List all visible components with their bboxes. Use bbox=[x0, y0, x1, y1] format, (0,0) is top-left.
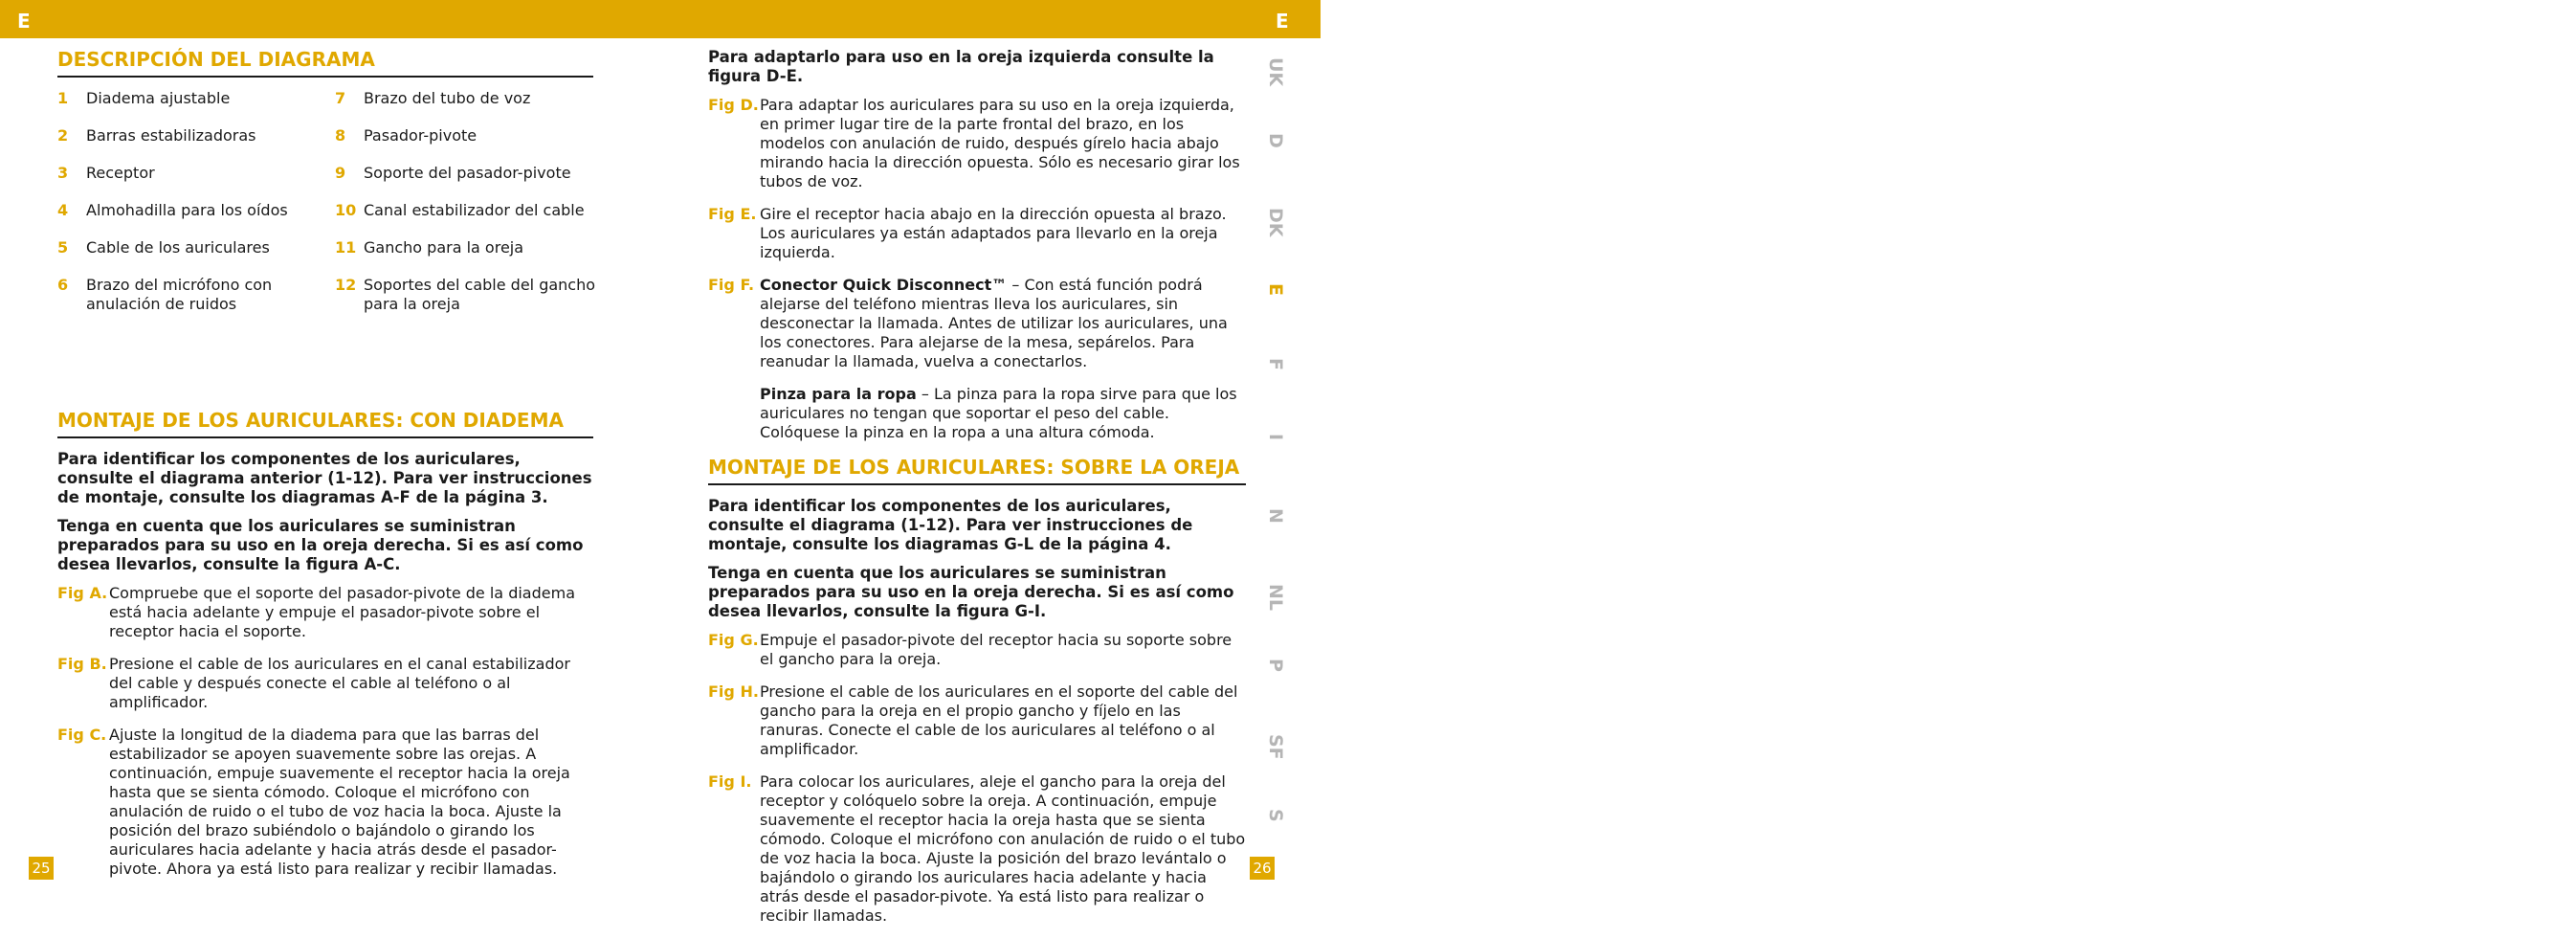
pinza-text: – La pinza para la ropa sirve para que los auriculares no tengan que soportar el peso del cable. Colóquese la pinza en la ropa a una altura cómoda. bbox=[760, 385, 1237, 441]
diagram-item bbox=[57, 126, 335, 145]
diagram-item bbox=[335, 201, 612, 220]
page-number-right: 26 bbox=[1250, 857, 1275, 880]
item-name: Brazo del micrófono con anulación de ruidos bbox=[86, 276, 273, 313]
mount-over-ear-heading: MONTAJE DE LOS AURICULARES: SOBRE LA OREJA bbox=[708, 456, 1246, 485]
intro-paragraph: Para identificar los componentes de los auriculares, consulte el diagrama (1-12). Para ver instrucciones de montaje, consulte los diagramas G-L de la página 4. bbox=[708, 497, 1193, 553]
fig-list bbox=[708, 96, 1246, 262]
fig-item bbox=[708, 96, 1246, 191]
item-number: 1 bbox=[57, 89, 69, 107]
pinza-bold: Pinza para la ropa bbox=[760, 385, 917, 403]
item-name: Barras estabilizadoras bbox=[86, 126, 256, 145]
fig-list bbox=[708, 631, 1246, 926]
item-name: Soportes del cable del gancho para la oreja bbox=[364, 276, 596, 313]
fig-label: Fig A. bbox=[57, 584, 108, 602]
mount-headband-heading: MONTAJE DE LOS AURICULARES: CON DIADEMA bbox=[57, 409, 593, 438]
fig-text: Presione el cable de los auriculares en el soporte del cable del gancho para la oreja en el propio gancho y fíjelo en las ranuras. Conecte el cable de los auriculares al teléfono o al amplificador. bbox=[760, 682, 1238, 758]
item-name: Brazo del tubo de voz bbox=[364, 89, 531, 107]
fig-item bbox=[708, 682, 1246, 759]
right-page bbox=[708, 48, 1246, 939]
lang-nav-n[interactable]: N bbox=[1265, 508, 1286, 524]
diagram-item bbox=[57, 89, 335, 108]
lang-nav-e[interactable]: E bbox=[1265, 282, 1286, 296]
item-name: Pasador-pivote bbox=[364, 126, 477, 145]
fig-item bbox=[708, 276, 1246, 371]
intro-paragraph: Para identificar los componentes de los auriculares, consulte el diagrama anterior (1-12). Para ver instrucciones de montaje, consulte los diagramas A-F de la página 3. bbox=[57, 450, 592, 506]
diagram-heading: DESCRIPCIÓN DEL DIAGRAMA bbox=[57, 48, 593, 78]
item-number: 12 bbox=[335, 276, 357, 294]
item-name: Receptor bbox=[86, 164, 155, 182]
item-number: 10 bbox=[335, 201, 357, 219]
item-name: Soporte del pasador-pivote bbox=[364, 164, 571, 182]
item-number: 5 bbox=[57, 238, 69, 257]
intro-paragraph-2: Tenga en cuenta que los auriculares se suministran preparados para su uso en la oreja derecha. Si es así como desea llevarlos, consulte la figura G-I. bbox=[708, 564, 1234, 620]
item-number: 6 bbox=[57, 276, 69, 294]
fig-item bbox=[57, 726, 593, 879]
lang-nav-uk[interactable]: UK bbox=[1265, 57, 1286, 87]
diagram-list bbox=[57, 89, 596, 332]
fig-item bbox=[57, 655, 593, 712]
fig-item bbox=[57, 584, 593, 641]
header-bar bbox=[0, 0, 1321, 38]
item-number: 7 bbox=[335, 89, 346, 107]
fig-bold: Conector Quick Disconnect™ bbox=[760, 276, 1008, 294]
language-code-left: E bbox=[17, 10, 31, 33]
lang-nav-dk[interactable]: DK bbox=[1265, 208, 1286, 237]
diagram-item bbox=[335, 126, 612, 145]
item-number: 11 bbox=[335, 238, 357, 257]
fig-label: Fig G. bbox=[708, 631, 759, 649]
fig-label: Fig B. bbox=[57, 655, 107, 673]
clothing-clip-paragraph bbox=[760, 385, 1246, 442]
fig-label: Fig I. bbox=[708, 772, 752, 791]
diagram-item bbox=[57, 276, 335, 314]
fig-text: Para colocar los auriculares, aleje el gancho para la oreja del receptor y colóquelo sobre la oreja. A continuación, empuje suavemente el receptor hacia la oreja hasta que se sienta cómodo. Coloque el micrófono con anulación de ruido o el tubo de voz hacia la boca. Ajuste la posición del brazo levántalo o bajándolo o girando los auriculares hacia adelante y hacia atrás desde el pasador-pivote. Ya está listo para realizar o recibir llamadas. bbox=[760, 772, 1246, 925]
item-number: 2 bbox=[57, 126, 69, 145]
item-number: 9 bbox=[335, 164, 346, 182]
fig-list bbox=[57, 584, 593, 879]
fig-item bbox=[708, 631, 1246, 669]
fig-item bbox=[708, 772, 1246, 926]
lang-nav-sf[interactable]: SF bbox=[1265, 733, 1286, 760]
diagram-item bbox=[335, 276, 612, 314]
fig-text: Para adaptar los auriculares para su uso en la oreja izquierda, en primer lugar tire de la parte frontal del brazo, en los modelos con anulación de ruido, después gírelo hacia abajo mirando hacia la dirección opuesta. Sólo es necesario girar los tubos de voz. bbox=[760, 96, 1240, 190]
item-number: 8 bbox=[335, 126, 346, 145]
fig-text: Presione el cable de los auriculares en el canal estabilizador del cable y después conecte el cable al teléfono o al amplificador. bbox=[109, 655, 570, 711]
left-page bbox=[57, 48, 596, 892]
page-number-left: 25 bbox=[29, 857, 54, 880]
diagram-item bbox=[335, 238, 612, 257]
item-number: 3 bbox=[57, 164, 69, 182]
fig-label: Fig E. bbox=[708, 205, 757, 223]
fig-label: Fig F. bbox=[708, 276, 755, 294]
lang-nav-f[interactable]: F bbox=[1265, 358, 1286, 370]
language-code-right: E bbox=[1276, 10, 1289, 33]
diagram-item bbox=[57, 164, 335, 183]
item-number: 4 bbox=[57, 201, 69, 219]
lang-nav-i[interactable]: I bbox=[1265, 433, 1286, 440]
fig-label: Fig D. bbox=[708, 96, 759, 114]
lang-nav-s[interactable]: S bbox=[1265, 809, 1286, 822]
diagram-item bbox=[57, 238, 335, 257]
item-name: Canal estabilizador del cable bbox=[364, 201, 585, 219]
language-nav bbox=[1265, 57, 1294, 884]
fig-text: Ajuste la longitud de la diadema para que las barras del estabilizador se apoyen suavemente sobre las orejas. A continuación, empuje suavemente el receptor hacia la oreja hasta que se sienta cómodo. Coloque el micrófono con anulación de ruido o el tubo de voz hacia la boca. Ajuste la posición del brazo subiéndolo o bajándolo o girando los auriculares hacia adelante y hacia atrás desde el pasador-pivote. Ahora ya está listo para realizar y recibir llamadas. bbox=[109, 726, 570, 878]
fig-text: Gire el receptor hacia abajo en la dirección opuesta al brazo. Los auriculares ya están adaptados para llevarlo en la oreja izquierda. bbox=[760, 205, 1227, 261]
intro-paragraph-2: Tenga en cuenta que los auriculares se suministran preparados para su uso en la oreja derecha. Si es así como desea llevarlos, consulte la figura A-C. bbox=[57, 517, 584, 573]
left-ear-intro: Para adaptarlo para uso en la oreja izquierda consulte la figura D-E. bbox=[708, 48, 1214, 85]
fig-label: Fig C. bbox=[57, 726, 107, 744]
lang-nav-p[interactable]: P bbox=[1265, 659, 1286, 672]
lang-nav-d[interactable]: D bbox=[1265, 132, 1286, 148]
fig-label: Fig H. bbox=[708, 682, 759, 701]
diagram-item bbox=[335, 164, 612, 183]
item-name: Cable de los auriculares bbox=[86, 238, 270, 257]
fig-text: Compruebe que el soporte del pasador-pivote de la diadema está hacia adelante y empuje el pasador-pivote sobre el receptor hacia el soporte. bbox=[109, 584, 575, 640]
diagram-item bbox=[57, 201, 335, 220]
fig-text: Empuje el pasador-pivote del receptor hacia su soporte sobre el gancho para la oreja. bbox=[760, 631, 1232, 668]
diagram-item bbox=[335, 89, 612, 108]
fig-item bbox=[708, 205, 1246, 262]
item-name: Gancho para la oreja bbox=[364, 238, 524, 257]
fig-text bbox=[760, 276, 1246, 371]
item-name: Diadema ajustable bbox=[86, 89, 231, 107]
fig-body: – Con está función podrá alejarse del teléfono mientras lleva los auriculares, sin desconectar la llamada. Antes de utilizar los auriculares, una los conectores. Para alejarse de la mesa, sepárelos. Para reanudar la llamada, vuelva a conectarlos. bbox=[760, 276, 1228, 370]
item-name: Almohadilla para los oídos bbox=[86, 201, 288, 219]
lang-nav-nl[interactable]: NL bbox=[1265, 583, 1286, 611]
